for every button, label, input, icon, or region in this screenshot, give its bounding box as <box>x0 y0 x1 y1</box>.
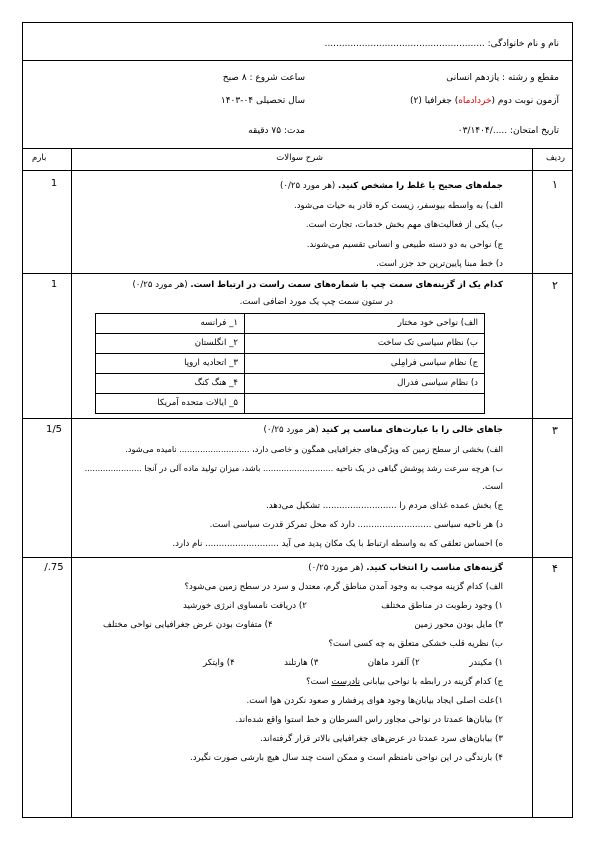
question-4c <box>63 673 503 692</box>
exam-title <box>410 96 559 106</box>
table-cell: ۴_ هنگ کنگ <box>96 374 245 394</box>
duration-label: مدت: ۷۵ دقیقه <box>248 126 305 136</box>
desc-col-header: شرح سوالات <box>276 153 323 163</box>
question-4a: الف) کدام گزینه موجب به وجود آمدن مناطق گرم، معتدل و سرد در سطح زمین می‌شود؟ <box>184 582 503 592</box>
start-time-label: ساعت شروع : ۸ صبح <box>222 73 305 83</box>
question-4 <box>63 559 503 768</box>
list-item: ب) یکی از فعالیت‌های مهم بخش خدمات، تجارت است. <box>305 220 503 230</box>
question-score-2: 1 <box>50 279 58 290</box>
option[interactable]: ۴) وایتکر <box>203 658 235 668</box>
question-1-note: (هر مورد ۰/۲۵) <box>280 181 338 191</box>
list-item: ج) نواحی به دو دسته طبیعی و انسانی تقسیم می‌شوند. <box>306 239 503 250</box>
question-4b: ب) نظریه قلب خشکی متعلق به چه کسی است؟ <box>328 639 503 649</box>
table-cell: ج) نظام سیاسی فرامِلی <box>245 354 485 374</box>
question-2-subtitle: در ستون سمت چپ یک مورد اضافی است. <box>239 297 393 307</box>
exam-title-pre: آزمون نوبت دوم ( <box>491 96 559 106</box>
header-divider <box>22 60 573 61</box>
table-cell: الف) نواحی خود مختار <box>245 314 485 334</box>
question-3 <box>63 421 503 554</box>
list-item: الف) بخشی از سطح زمین که ویژگی‌های جغرافیایی همگون و خاصی دارد، ........................... نامیده می‌شود. <box>125 444 503 454</box>
question-4a-options-row1 <box>63 597 503 616</box>
student-name-field[interactable]: نام و نام خانوادگی: ........................................................ <box>324 39 559 49</box>
list-item: ج) بخش عمده غذای مردم را ........................... تشکیل می‌دهد. <box>266 501 503 511</box>
row-col-divider <box>532 148 533 818</box>
list-item: ه) احساس تعلقی که به واسطه ارتباط با یک مکان پدید می آید ........................... نام دارد. <box>172 539 503 549</box>
question-score-3: 1/5 <box>45 424 63 435</box>
table-cell: ب) نظام سیاسی تک ساخت <box>245 334 485 354</box>
question-3-note: (هر مورد ۰/۲۵) <box>263 425 322 435</box>
exam-title-month: خردادماه <box>458 96 492 106</box>
list-item: است. <box>482 482 503 492</box>
question-4c-pre: ج) کدام گزینه در رابطه با نواحی بیابانی <box>360 677 503 687</box>
list-item: الف) به واسطه بیوسفر، زیست کره قادر به حیات می‌شود. <box>294 200 503 211</box>
question-number-3: ۳ <box>552 424 558 437</box>
question-1-title-text: جمله‌های صحیح یا غلط را مشخص کنید. <box>337 181 503 191</box>
question-2 <box>63 277 503 414</box>
table-cell: ۱_ فرانسه <box>96 314 245 334</box>
option[interactable]: ۱) مکیندر <box>469 658 503 668</box>
question-score-4: /.75 <box>44 562 64 573</box>
question-number-1: ۱ <box>552 178 558 191</box>
option[interactable]: ۲) آلفرد ماهان <box>367 658 420 668</box>
table-row <box>96 354 485 374</box>
question-2-title <box>63 277 503 294</box>
matching-table <box>95 313 485 414</box>
question-number-2: ۲ <box>552 279 558 292</box>
school-year-label: سال تحصیلی ۰۴-۱۴۰۳ <box>220 96 305 106</box>
option[interactable]: ۲) بیابان‌ها عمدتا در نواحی مجاور راس السرطان و خط استوا واقع شده‌اند. <box>235 715 503 725</box>
question-2-note: (هر مورد ۰/۲۵) <box>132 280 191 290</box>
exam-title-post: ) جغرافیا (۲) <box>409 96 459 106</box>
question-3-title <box>63 421 503 440</box>
question-number-4: ۴ <box>552 562 558 575</box>
question-4b-options <box>63 654 503 673</box>
option[interactable]: ۴) متفاوت بودن عرض جغرافیایی نواحی مختلف <box>103 620 273 630</box>
question-4-title-text: گزینه‌های مناسب را انتخاب کنید. <box>366 563 503 573</box>
option[interactable]: ۴) بارندگی در این نواحی نامنظم است و ممکن است چند سال هیچ بارشی صورت نگیرد. <box>190 753 503 763</box>
table-cell: ۳_ اتحادیه اروپا <box>96 354 245 374</box>
exam-date-label: تاریخ امتحان: ...../۰۳/۱۴۰۴ <box>457 126 559 136</box>
question-3-title-text: جاهای خالی را با عبارت‌های مناسب پر کنید <box>321 425 503 435</box>
option[interactable]: ۳) هارتلند <box>284 658 319 668</box>
option[interactable]: ۲) دریافت نامساوی انرژی خورشید <box>183 601 307 611</box>
question-1 <box>63 177 503 275</box>
table-cell: ۲_ انگلستان <box>96 334 245 354</box>
question-4c-post: است؟ <box>306 677 332 687</box>
grade-label: مقطع و رشته : یازدهم انسانی <box>446 73 559 83</box>
score-col-header: بارم <box>32 153 47 163</box>
option[interactable]: ۱)علت اصلی ایجاد بیابان‌ها وجود هوای پرفشار و صعود نکردن هوا است. <box>246 696 503 706</box>
row-divider-2 <box>22 418 573 419</box>
list-item: ب) هرچه سرعت رشد پوشش گیاهی در یک ناحیه ........................... باشد، میزان تولید ماده آلی در آنجا ...................... <box>84 463 503 473</box>
list-item: د) هر ناحیه سیاسی ........................... دارد که محل تمرکز قدرت سیاسی است. <box>209 520 503 530</box>
question-score-1: 1 <box>50 178 58 189</box>
table-cell <box>245 394 485 414</box>
question-4c-underlined: نادرست <box>331 677 361 687</box>
question-2-title-text: کدام یک از گزینه‌های سمت چپ با شماره‌های سمت راست در ارتباط است. <box>190 280 503 290</box>
table-row <box>96 394 485 414</box>
option[interactable]: ۱) وجود رطوبت در مناطق مختلف <box>381 601 503 611</box>
table-header-border <box>22 170 573 171</box>
table-row <box>96 374 485 394</box>
question-4-note: (هر مورد ۰/۲۵) <box>308 563 367 573</box>
table-row <box>96 334 485 354</box>
table-header <box>22 148 573 170</box>
table-row <box>96 314 485 334</box>
question-4-title <box>63 559 503 578</box>
option[interactable]: ۳) مایل بودن محور زمین <box>414 620 503 630</box>
row-col-header: ردیف <box>545 153 565 163</box>
row-divider-3 <box>22 557 573 558</box>
list-item: د) خط مبنا پایین‌ترین حد جزر است. <box>376 259 503 269</box>
table-cell: د) نظام سیاسی فدرال <box>245 374 485 394</box>
question-1-title <box>63 177 503 197</box>
table-cell: ۵_ ایالات متحده آمریکا <box>96 394 245 414</box>
question-4a-options-row2 <box>63 616 503 635</box>
option[interactable]: ۳) بیابان‌های سرد عمدتا در عرض‌های جغرافیایی بالاتر قرار گرفته‌اند. <box>260 734 503 744</box>
